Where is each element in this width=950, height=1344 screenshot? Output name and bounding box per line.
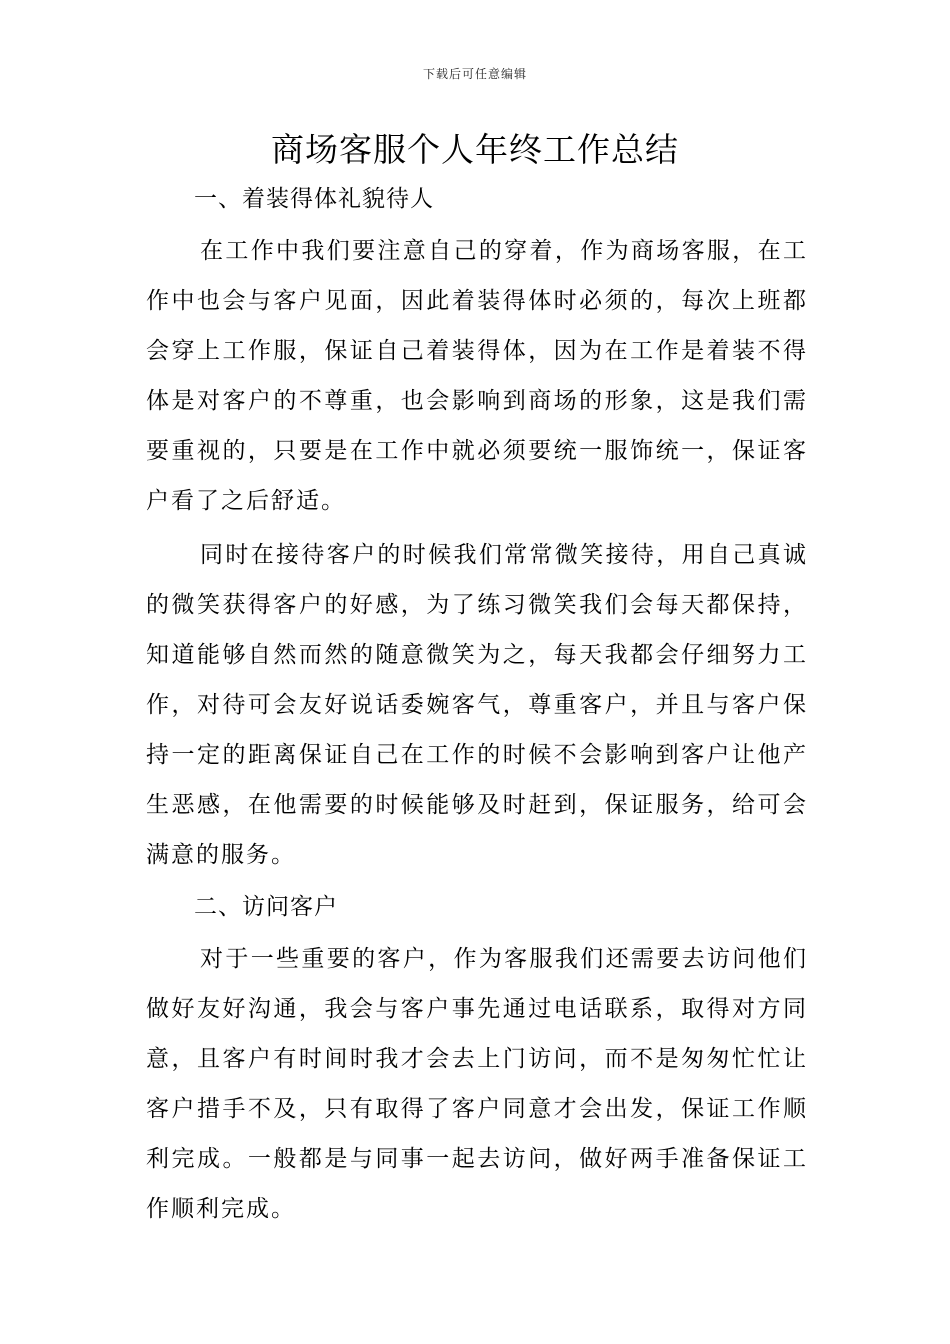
document-title: 商场客服个人年终工作总结 — [271, 130, 679, 169]
paragraph: 同时在接待客户的时候我们常常微笑接待，用自己真诚的微笑获得客户的好感，为了练习微笑我们会每天都保持，知道能够自然而然的随意微笑为之，每天我都会仔细努力工作，对待可会友好说话委婉客气，尊重客户，并且与客户保持一定的距离保证自己在工作的时候不会影响到客户让他产生恶感，在他需要的时候能够及时赶到，保证服务，给可会满意的服务。 — [146, 542, 808, 868]
document-body — [146, 176, 808, 1238]
paragraph: 在工作中我们要注意自己的穿着，作为商场客服，在工作中也会与客户见面，因此着装得体时必须的，每次上班都会穿上工作服，保证自己着装得体，因为在工作是着装不得体是对客户的不尊重，也会影响到商场的形象，这是我们需要重视的，只要是在工作中就必须要统一服饰统一，保证客户看了之后舒适。 — [146, 238, 808, 514]
section-attire — [146, 176, 808, 880]
section-heading: 一、着装得体礼貌待人 — [194, 186, 434, 212]
section-visit-customers — [146, 884, 808, 1234]
header-note: 下载后可任意编辑 — [422, 67, 527, 81]
section-heading: 二、访问客户 — [194, 894, 338, 920]
paragraph: 对于一些重要的客户，作为客服我们还需要去访问他们做好友好沟通，我会与客户事先通过电话联系，取得对方同意，且客户有时间时我才会去上门访问，而不是匆匆忙忙让客户措手不及，只有取得了客户同意才会出发，保证工作顺利完成。一般都是与同事一起去访问，做好两手准备保证工作顺利完成。 — [146, 946, 808, 1222]
